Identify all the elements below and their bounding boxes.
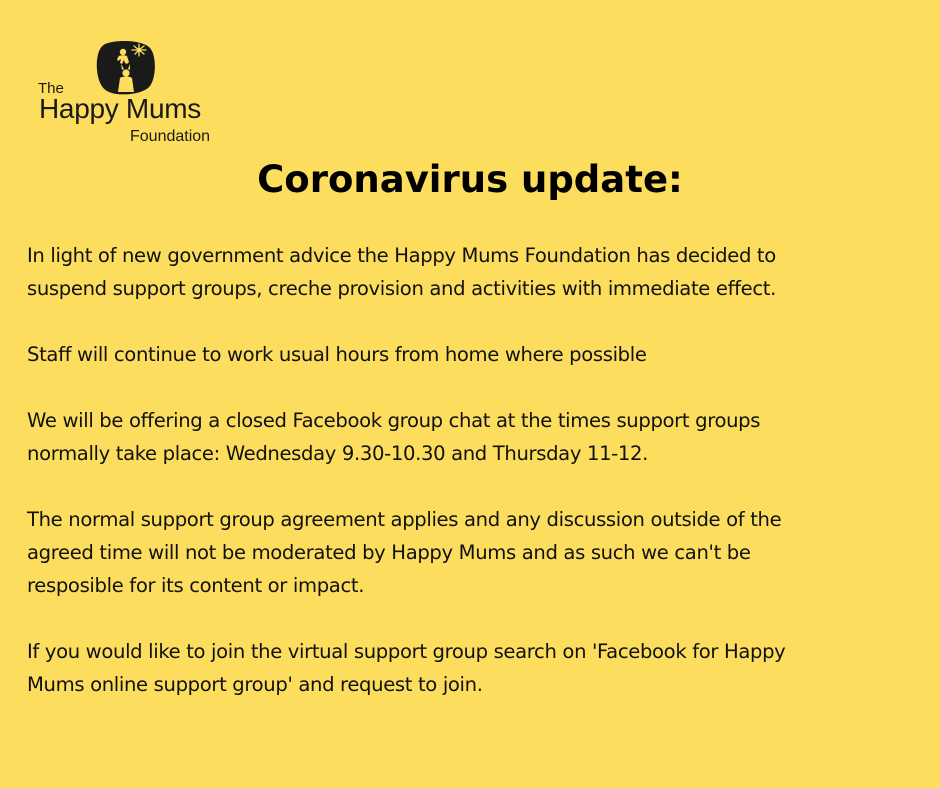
text-line: suspend support groups, creche provision and activities with immediate effect. bbox=[27, 277, 777, 300]
paragraph-staff-hours bbox=[27, 338, 932, 371]
text-line: We will be offering a closed Facebook group chat at the times support groups bbox=[27, 409, 761, 432]
paragraph-join-instructions bbox=[27, 635, 932, 701]
text-line: In light of new government advice the Happy Mums Foundation has decided to bbox=[27, 244, 776, 267]
page-title: Coronavirus update: bbox=[257, 158, 683, 201]
announcement-body bbox=[27, 239, 932, 701]
logo-text-foundation: Foundation bbox=[130, 128, 211, 145]
text-line: The normal support group agreement applies and any discussion outside of the bbox=[27, 508, 782, 531]
text-line: resposible for its content or impact. bbox=[27, 574, 365, 597]
paragraph-facebook-chat bbox=[27, 404, 932, 470]
text-line: Staff will continue to work usual hours from home where possible bbox=[27, 343, 647, 366]
logo-text-the: The bbox=[38, 80, 64, 97]
happy-mums-logo bbox=[38, 40, 248, 150]
logo-text-name: Happy Mums bbox=[39, 93, 201, 124]
text-line: normally take place: Wednesday 9.30-10.30 and Thursday 11-12. bbox=[27, 442, 649, 465]
paragraph-agreement bbox=[27, 503, 932, 602]
mother-lifting-child-icon bbox=[95, 40, 157, 96]
paragraph-suspension bbox=[27, 239, 932, 305]
text-line: agreed time will not be moderated by Happy Mums and as such we can't be bbox=[27, 541, 751, 564]
text-line: If you would like to join the virtual support group search on 'Facebook for Happy bbox=[27, 640, 786, 663]
text-line: Mums online support group' and request to join. bbox=[27, 673, 483, 696]
